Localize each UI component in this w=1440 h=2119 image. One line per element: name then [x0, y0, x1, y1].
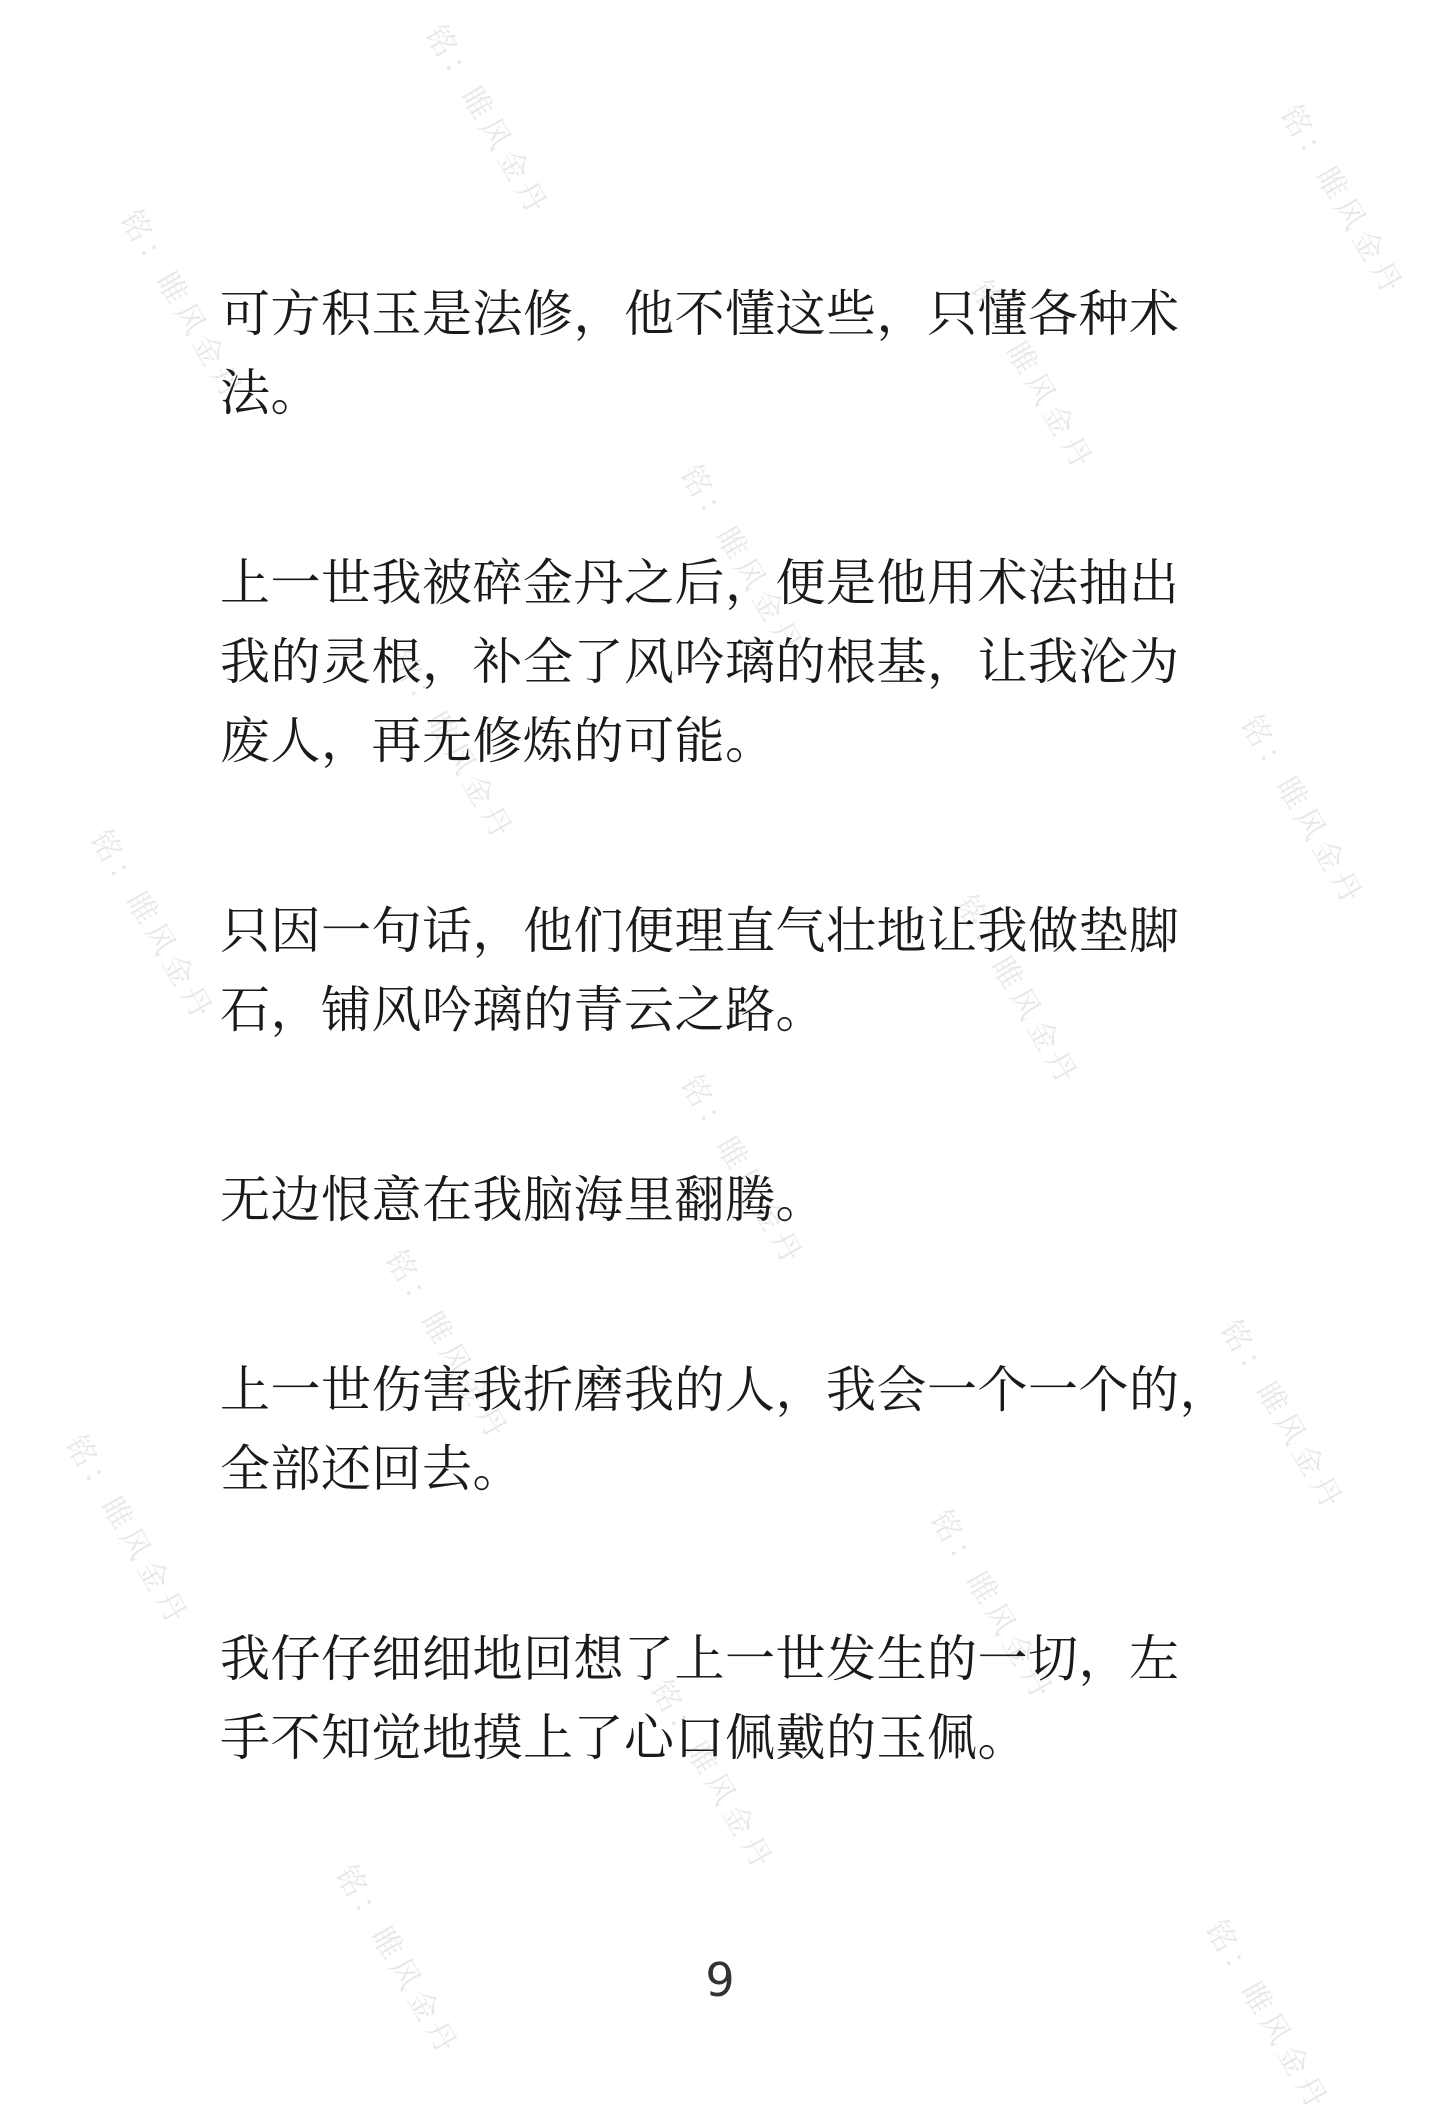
paragraph-4: 无边恨意在我脑海里翻腾。 — [220, 1171, 826, 1229]
text-body — [220, 275, 1250, 1889]
paragraph-1: 可方积玉是法修，他不懂这些，只懂各种术 法。 — [220, 285, 1180, 422]
paragraph-5: 上一世伤害我折磨我的人，我会一个一个的， 全部还回去。 — [220, 1361, 1230, 1498]
watermark: 铭：睢风金丹 — [82, 824, 222, 1029]
watermark: 铭：睢风金丹 — [112, 204, 252, 409]
watermark: 铭：睢风金丹 — [1272, 99, 1412, 304]
watermark: 铭：睢风金丹 — [1197, 1914, 1337, 2119]
watermark: 铭：睢风金丹 — [947, 889, 1087, 1094]
paragraph-2: 上一世我被碎金丹之后，便是他用术法抽出 我的灵根，补全了风吟璃的根基，让我沦为 废人，再无修炼的可能。 — [220, 554, 1180, 770]
watermark: 铭：睢风金丹 — [382, 644, 522, 849]
watermark: 铭：睢风金丹 — [57, 1429, 197, 1634]
watermark: 铭：睢风金丹 — [962, 274, 1102, 479]
watermark: 铭：睢风金丹 — [1212, 1314, 1352, 1519]
watermark: 铭：睢风金丹 — [417, 19, 557, 224]
watermark: 铭：睢风金丹 — [377, 1244, 517, 1449]
paragraph-6: 我仔仔细细地回想了上一世发生的一切，左 手不知觉地摸上了心口佩戴的玉佩。 — [220, 1630, 1180, 1767]
watermark: 铭：睢风金丹 — [642, 1674, 782, 1879]
watermark: 铭：睢风金丹 — [327, 1859, 467, 2064]
watermark: 铭：睢风金丹 — [672, 1069, 812, 1274]
watermark: 铭：睢风金丹 — [922, 1504, 1062, 1709]
page-number: 9 — [705, 1953, 735, 2007]
watermark: 铭：睢风金丹 — [1232, 709, 1372, 914]
watermark: 铭：睢风金丹 — [672, 459, 812, 664]
paragraph-3: 只因一句话，他们便理直气壮地让我做垫脚 石，铺风吟璃的青云之路。 — [220, 902, 1180, 1039]
